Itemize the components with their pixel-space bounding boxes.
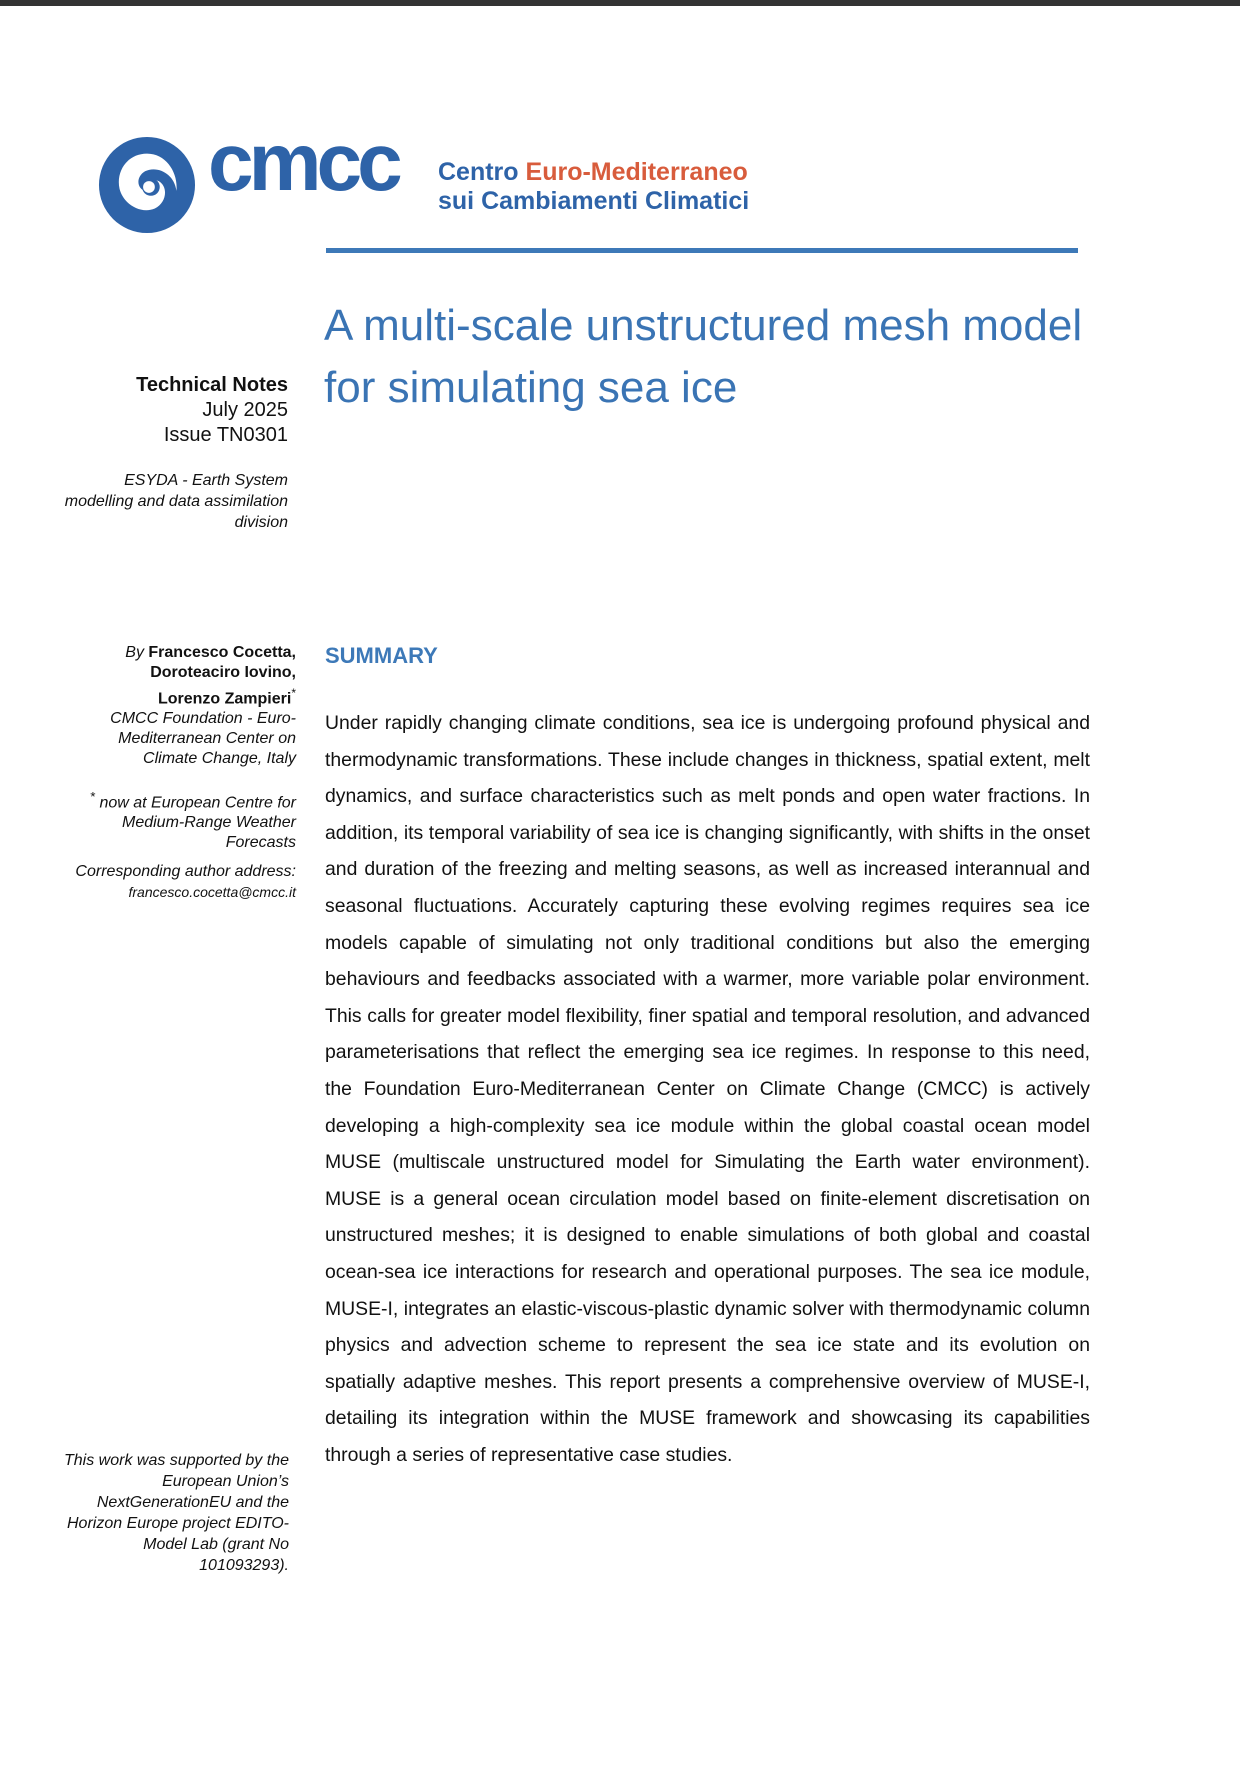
wave-swirl-icon (98, 136, 196, 234)
issue-date: July 2025 (202, 399, 288, 421)
logo-name-line2: sui Cambiamenti Climatici (438, 187, 750, 215)
author-name: Doroteaciro Iovino, (150, 664, 296, 681)
funding-note: This work was supported by the European Union’s NextGenerationEU and the Horizon Europe project EDITO-Model Lab (grant No 101093293). (64, 1452, 289, 1574)
header-rule (326, 248, 1078, 253)
series-label: Technical Notes (136, 374, 288, 396)
document-title: A multi-scale unstructured mesh model for simulating sea ice (324, 301, 1083, 412)
division-name: ESYDA - Earth System modelling and data assimilation division (64, 472, 288, 531)
logo-word-cc: cc (316, 117, 398, 208)
cmcc-logo (98, 117, 778, 240)
author-footnote (60, 787, 296, 853)
summary-heading: SUMMARY (325, 643, 438, 668)
top-border (0, 0, 1240, 6)
footnote-mark: * (291, 686, 296, 700)
logo-name-centro: Centro (438, 158, 519, 186)
author-name: Lorenzo Zampieri (157, 690, 292, 708)
author-affiliation: CMCC Foundation - Euro-Mediterranean Center on Climate Change, Italy (110, 710, 296, 768)
author-block (60, 643, 296, 769)
author-name: Francesco Cocetta, (148, 644, 296, 661)
by-label: By (125, 644, 144, 661)
summary-text: Under rapidly changing climate conditions, sea ice is undergoing profound physical and thermodynamic transformations. These include changes in thickness, spatial extent, melt dynamics, and surface characteristics such as melt ponds and open water fractions. In addition, its temporal variability of sea ice is changing significantly, with shifts in the onset and duration of the freezing and melting seasons, as well as increased interannual and seasonal fluctuations. Accurately capturing these evolving regimes requires sea ice models capable of simulating not only traditional conditions but also the emerging behaviours and feedbacks associated with a warmer, more variable polar environment. This calls for greater model flexibility, finer spatial and temporal resolution, and advanced parameterisations that reflect the emerging sea ice regimes. In response to this need, the Foundation Euro-Mediterranean Center on Climate Change (CMCC) is actively developing a high-complexity sea ice module within the global coastal ocean model MUSE (multiscale unstructured model for Simulating the Earth water environment). MUSE is a general ocean circulation model based on finite-element discretisation on unstructured meshes; it is designed to enable simulations of both global and coastal ocean-sea ice interactions for research and operational purposes. The sea ice module, MUSE-I, integrates an elastic-viscous-plastic dynamic solver with thermodynamic column physics and advection scheme to represent the sea ice state and its evolution on spatially adaptive meshes. This report presents a comprehensive overview of MUSE-I, detailing its integration within the MUSE framework and showcasing its capabilities through a series of representative case studies. (325, 712, 1090, 1466)
footnote-mark: * (89, 789, 95, 804)
footnote-text: now at European Centre for Medium-Range Weather Forecasts (99, 794, 296, 852)
logo-name-euromed: Euro-Mediterraneo (525, 158, 748, 186)
logo-word-cm: cm (208, 117, 317, 208)
issue-number: Issue TN0301 (163, 424, 288, 446)
logo-institution-name (438, 158, 749, 216)
logo-wordmark (208, 117, 398, 208)
corresponding-author (60, 862, 296, 903)
document-meta (60, 373, 288, 448)
corresponding-label: Corresponding author address: (75, 863, 296, 880)
author-email: francesco.cocetta@cmcc.it (128, 884, 296, 900)
